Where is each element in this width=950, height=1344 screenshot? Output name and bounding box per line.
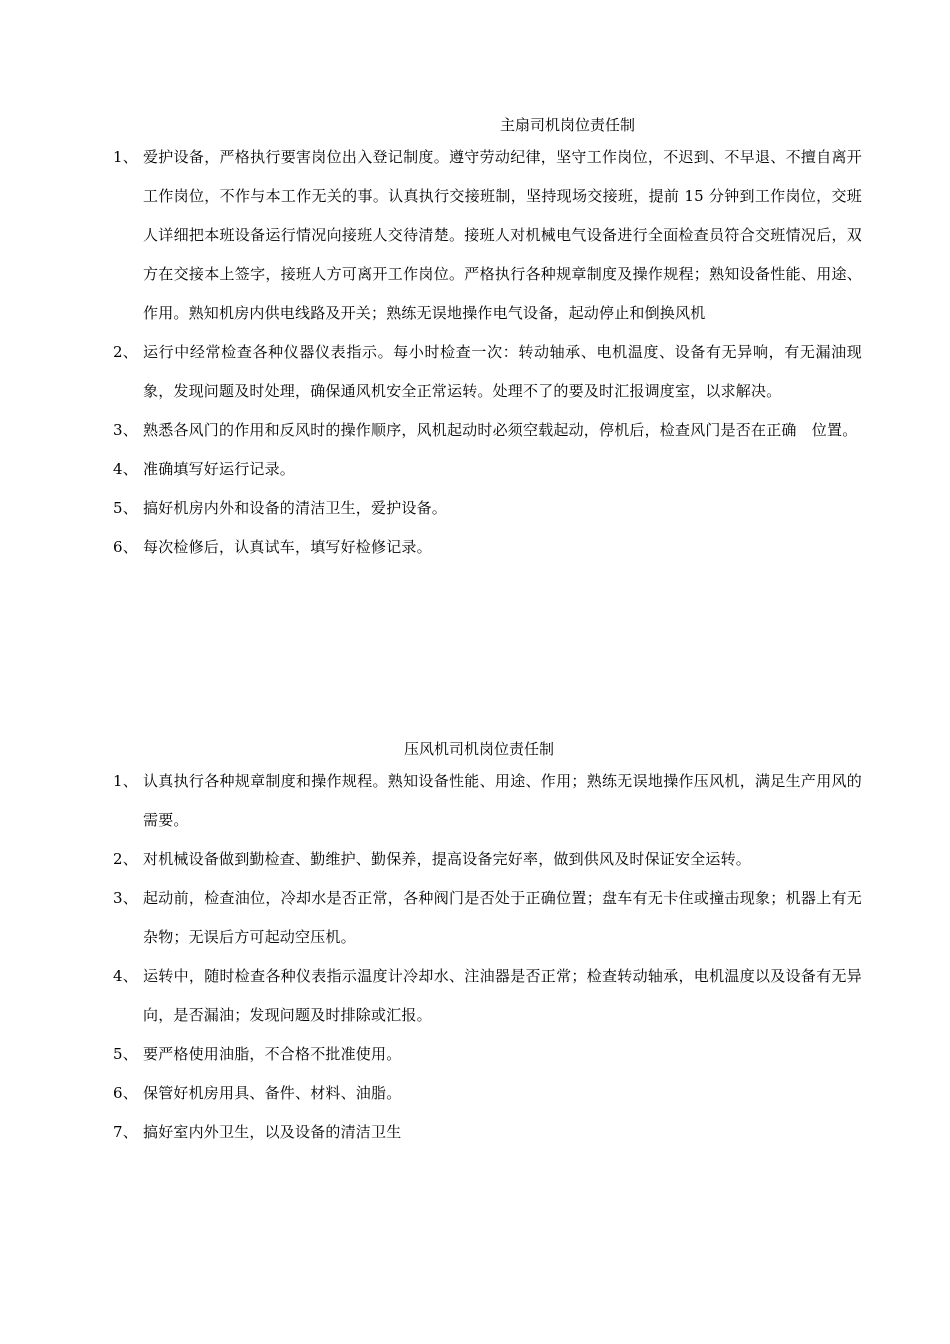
- list-item: [0, 1035, 950, 1074]
- list-item: [0, 957, 950, 1035]
- item-number: 5、: [113, 499, 138, 517]
- section-air-compressor-operator: [0, 736, 950, 1152]
- duty-list: [0, 762, 950, 1152]
- item-text: 运行中经常检查各种仪器仪表指示。每小时检查一次：转动轴承、电机温度、设备有无异响，有无漏油现象，发现问题及时处理，确保通风机安全正常运转。处理不了的要及时汇报调度室，以求解决。: [143, 343, 862, 400]
- item-number: 5、: [113, 1045, 138, 1063]
- item-text: 保管好机房用具、备件、材料、油脂。: [143, 1084, 402, 1102]
- section-title: 主扇司机岗位责任制: [500, 116, 636, 134]
- list-item: [0, 489, 950, 528]
- list-item: [0, 1113, 950, 1152]
- item-text: 准确填写好运行记录。: [143, 460, 296, 478]
- item-text: 搞好室内外卫生，以及设备的清洁卫生: [143, 1123, 402, 1141]
- section-title: 压风机司机岗位责任制: [404, 740, 555, 758]
- list-item: [0, 450, 950, 489]
- item-number: 3、: [113, 421, 138, 439]
- item-number: 2、: [113, 850, 138, 868]
- item-text: 运转中，随时检查各种仪表指示温度计冷却水、注油器是否正常；检查转动轴承，电机温度以及设备有无异向，是否漏油；发现问题及时排除或汇报。: [143, 967, 862, 1024]
- item-number: 7、: [113, 1123, 138, 1141]
- list-item: [0, 411, 950, 450]
- item-text: 每次检修后，认真试车，填写好检修记录。: [143, 538, 432, 556]
- item-text: 熟悉各风门的作用和反风时的操作顺序，风机起动时必须空载起动，停机后，检查风门是否在正确 位置。: [143, 421, 858, 439]
- item-text: 认真执行各种规章制度和操作规程。熟知设备性能、用途、作用；熟练无误地操作压风机，满足生产用风的需要。: [143, 772, 862, 829]
- list-item: [0, 333, 950, 411]
- item-text: 要严格使用油脂，不合格不批准使用。: [143, 1045, 402, 1063]
- item-number: 6、: [113, 1084, 138, 1102]
- item-text: 爱护设备，严格执行要害岗位出入登记制度。遵守劳动纪律，坚守工作岗位，不迟到、不早退、不擅自离开工作岗位，不作与本工作无关的事。认真执行交接班制，坚持现场交接班，提前 15 分钟到工作岗位，交班人详细把本班设备运行情况向接班人交待清楚。接班人对机械电气设备进行全面检查员符合交班情况后，双方在交接本上签字，接班人方可离开工作岗位。严格执行各种规章制度及操作规程；熟知设备性能、用途、作用。熟知机房内供电线路及开关；熟练无误地操作电气设备，起动停止和倒换风机: [143, 148, 862, 322]
- item-number: 4、: [113, 460, 138, 478]
- item-number: 4、: [113, 967, 138, 985]
- list-item: [0, 1074, 950, 1113]
- item-number: 2、: [113, 343, 138, 361]
- list-item: [0, 879, 950, 957]
- duty-list: [0, 138, 950, 567]
- item-number: 1、: [113, 772, 138, 790]
- section-main-fan-operator: [0, 112, 950, 567]
- item-number: 6、: [113, 538, 138, 556]
- item-text: 搞好机房内外和设备的清洁卫生，爱护设备。: [143, 499, 448, 517]
- item-text: 对机械设备做到勤检查、勤维护、勤保养，提高设备完好率，做到供风及时保证安全运转。: [143, 850, 752, 868]
- item-number: 1、: [113, 148, 138, 166]
- list-item: [0, 762, 950, 840]
- list-item: [0, 138, 950, 333]
- list-item: [0, 528, 950, 567]
- item-number: 3、: [113, 889, 138, 907]
- item-text: 起动前，检查油位，冷却水是否正常，各种阀门是否处于正确位置；盘车有无卡住或撞击现象；机器上有无杂物；无误后方可起动空压机。: [143, 889, 862, 946]
- list-item: [0, 840, 950, 879]
